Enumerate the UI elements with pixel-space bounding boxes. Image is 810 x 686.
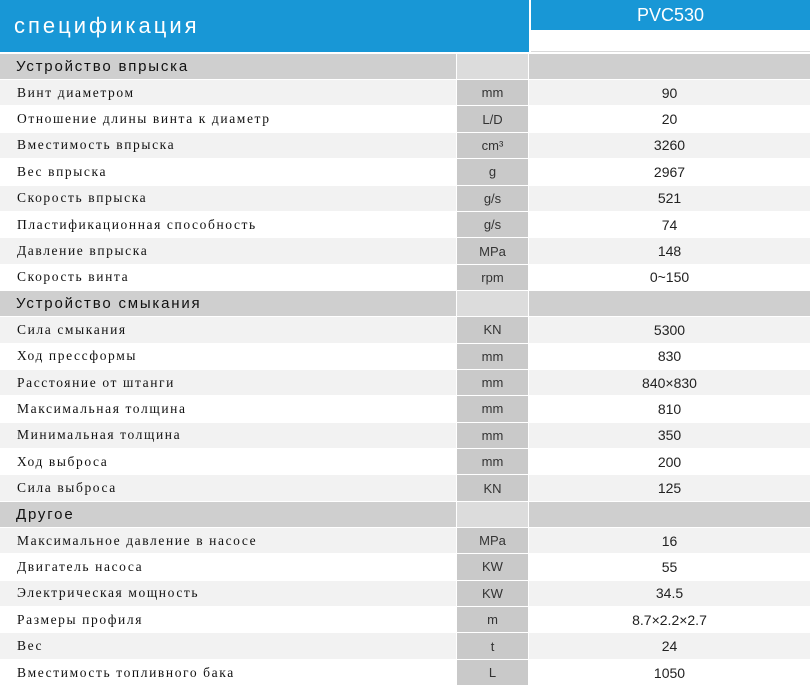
section-value-blank	[529, 54, 810, 79]
param-name: Отношение длины винта к диаметр	[0, 106, 456, 131]
param-name: Вместимость впрыска	[0, 133, 456, 158]
param-unit: KW	[456, 581, 529, 606]
section-value-blank	[529, 502, 810, 527]
section-header	[0, 502, 810, 528]
param-name: Пластификационная способность	[0, 212, 456, 237]
param-value: 521	[529, 186, 810, 211]
spec-row	[0, 80, 810, 106]
param-unit: L	[456, 660, 529, 685]
param-value: 840×830	[529, 370, 810, 395]
spec-row	[0, 554, 810, 580]
param-name: Расстояние от штанги	[0, 370, 456, 395]
param-unit: MPa	[456, 238, 529, 263]
param-unit: mm	[456, 344, 529, 369]
param-name: Электрическая мощность	[0, 581, 456, 606]
model-name: PVC530	[531, 0, 810, 30]
spec-row	[0, 265, 810, 291]
param-name: Винт диаметром	[0, 80, 456, 105]
param-unit: mm	[456, 396, 529, 421]
param-name: Вместимость топливного бака	[0, 660, 456, 685]
param-name: Ход выброса	[0, 449, 456, 474]
spec-row	[0, 212, 810, 238]
spec-row	[0, 660, 810, 686]
model-subheader-blank	[531, 30, 810, 52]
spec-row	[0, 186, 810, 212]
spec-row	[0, 133, 810, 159]
param-unit: g/s	[456, 186, 529, 211]
spec-row	[0, 344, 810, 370]
spec-row	[0, 396, 810, 422]
param-value: 200	[529, 449, 810, 474]
section-header	[0, 54, 810, 80]
param-name: Ход прессформы	[0, 344, 456, 369]
param-unit: MPa	[456, 528, 529, 553]
param-name: Двигатель насоса	[0, 554, 456, 579]
spec-row	[0, 159, 810, 185]
param-value: 810	[529, 396, 810, 421]
spec-row	[0, 607, 810, 633]
param-name: Скорость впрыска	[0, 186, 456, 211]
spec-row	[0, 581, 810, 607]
param-value: 125	[529, 475, 810, 500]
param-name: Вес	[0, 633, 456, 658]
spec-row	[0, 423, 810, 449]
param-unit: mm	[456, 449, 529, 474]
param-value: 1050	[529, 660, 810, 685]
spec-row	[0, 317, 810, 343]
param-name: Размеры профиля	[0, 607, 456, 632]
spec-row	[0, 633, 810, 659]
section-title: Другое	[0, 502, 456, 527]
spec-table	[0, 54, 810, 686]
param-value: 90	[529, 80, 810, 105]
param-value: 20	[529, 106, 810, 131]
spec-row	[0, 370, 810, 396]
param-unit: mm	[456, 370, 529, 395]
param-unit: KN	[456, 317, 529, 342]
param-value: 0~150	[529, 265, 810, 290]
param-unit: cm³	[456, 133, 529, 158]
param-value: 350	[529, 423, 810, 448]
param-value: 3260	[529, 133, 810, 158]
param-name: Вес впрыска	[0, 159, 456, 184]
param-value: 16	[529, 528, 810, 553]
param-unit: g/s	[456, 212, 529, 237]
param-value: 74	[529, 212, 810, 237]
param-value: 8.7×2.2×2.7	[529, 607, 810, 632]
param-unit: mm	[456, 423, 529, 448]
spec-title: спецификация	[0, 0, 529, 52]
section-title: Устройство смыкания	[0, 291, 456, 316]
param-unit: rpm	[456, 265, 529, 290]
param-value: 55	[529, 554, 810, 579]
section-title: Устройство впрыска	[0, 54, 456, 79]
spec-row	[0, 528, 810, 554]
section-unit-blank	[456, 54, 529, 79]
param-unit: mm	[456, 80, 529, 105]
param-unit: KW	[456, 554, 529, 579]
param-unit: t	[456, 633, 529, 658]
param-value: 2967	[529, 159, 810, 184]
param-name: Сила выброса	[0, 475, 456, 500]
param-unit: L/D	[456, 106, 529, 131]
spec-header	[0, 0, 810, 52]
param-value: 34.5	[529, 581, 810, 606]
spec-row	[0, 238, 810, 264]
param-value: 830	[529, 344, 810, 369]
param-name: Максимальное давление в насосе	[0, 528, 456, 553]
section-unit-blank	[456, 502, 529, 527]
param-value: 5300	[529, 317, 810, 342]
section-value-blank	[529, 291, 810, 316]
spec-row	[0, 449, 810, 475]
param-name: Давление впрыска	[0, 238, 456, 263]
param-name: Максимальная толщина	[0, 396, 456, 421]
param-value: 24	[529, 633, 810, 658]
param-unit: KN	[456, 475, 529, 500]
spec-row	[0, 106, 810, 132]
param-value: 148	[529, 238, 810, 263]
spec-row	[0, 475, 810, 501]
param-name: Сила смыкания	[0, 317, 456, 342]
param-name: Скорость винта	[0, 265, 456, 290]
param-unit: m	[456, 607, 529, 632]
section-header	[0, 291, 810, 317]
param-name: Минимальная толщина	[0, 423, 456, 448]
section-unit-blank	[456, 291, 529, 316]
param-unit: g	[456, 159, 529, 184]
